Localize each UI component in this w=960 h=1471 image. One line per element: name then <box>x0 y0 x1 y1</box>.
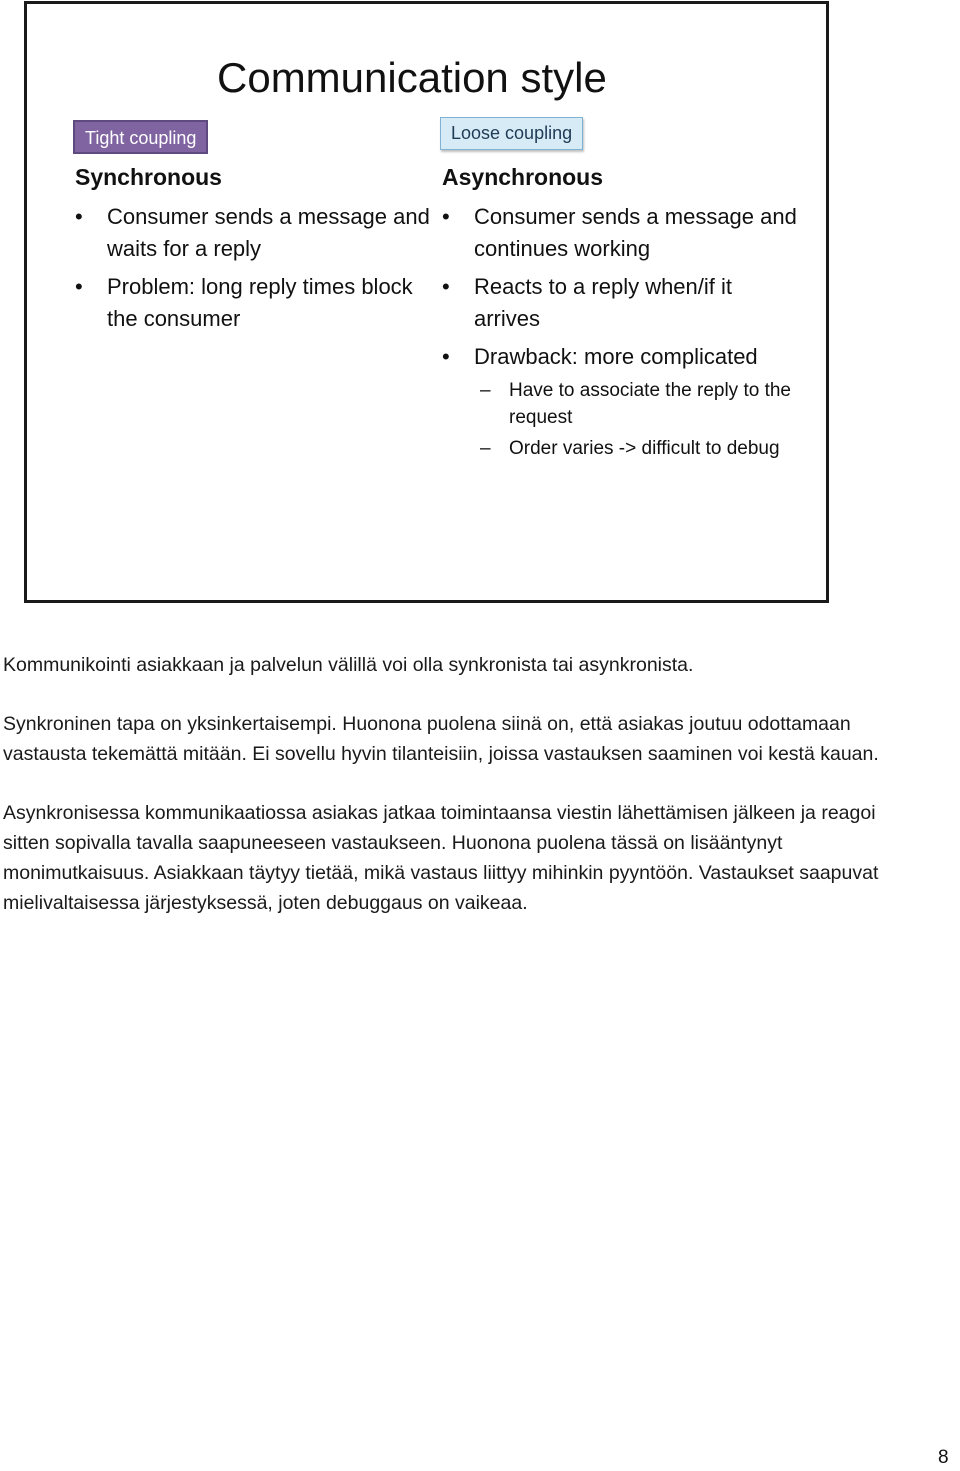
list-item <box>442 201 802 265</box>
synchronous-bullet-list <box>75 201 435 335</box>
asynchronous-bullet-list <box>442 201 802 373</box>
bullet-icon: • <box>442 204 450 229</box>
list-item <box>75 201 435 265</box>
synchronous-column <box>75 159 435 341</box>
bullet-icon: • <box>75 204 83 229</box>
asynchronous-column <box>442 159 802 466</box>
bullet-text: Consumer sends a message and waits for a reply <box>107 204 430 261</box>
slide-title: Communication style <box>217 54 607 101</box>
speaker-notes <box>3 650 883 947</box>
bullet-icon: • <box>442 344 450 369</box>
bullet-text: Consumer sends a message and continues working <box>474 204 797 261</box>
list-item <box>442 435 802 462</box>
slide-frame <box>24 1 829 603</box>
asynchronous-heading: Asynchronous <box>442 164 604 190</box>
drawback-sub-list <box>442 377 802 462</box>
notes-paragraph: Synkroninen tapa on yksinkertaisempi. Huonona puolena siinä on, että asiakas joutuu odottamaan vastausta tekemättä mitään. Ei sovellu hyvin tilanteisiin, joissa vastauksen saaminen voi kestä kauan. <box>3 713 879 765</box>
list-item <box>442 377 802 431</box>
notes-paragraph: Kommunikointi asiakkaan ja palvelun välillä voi olla synkronista tai asynkronista. <box>3 654 694 676</box>
tight-coupling-badge: Tight coupling <box>73 120 208 154</box>
list-item <box>442 341 802 373</box>
list-item <box>75 271 435 335</box>
bullet-text: Problem: long reply times block the consumer <box>107 274 413 331</box>
page-number: 8 <box>938 1447 949 1468</box>
list-item <box>442 271 802 335</box>
bullet-icon: • <box>442 274 450 299</box>
synchronous-heading: Synchronous <box>75 164 222 190</box>
bullet-text: Drawback: more complicated <box>474 344 758 369</box>
bullet-icon: • <box>75 274 83 299</box>
dash-icon: – <box>480 438 491 459</box>
dash-icon: – <box>480 380 491 401</box>
bullet-text: Reacts to a reply when/if it arrives <box>474 274 733 331</box>
sub-bullet-text: Order varies -> difficult to debug <box>509 438 780 459</box>
loose-coupling-badge: Loose coupling <box>440 117 583 150</box>
sub-bullet-text: Have to associate the reply to the request <box>509 380 791 428</box>
notes-paragraph: Asynkronisessa kommunikaatiossa asiakas jatkaa toimintaansa viestin lähettämisen jälkeen ja reagoi sitten sopivalla tavalla saapuneeseen vastaukseen. Huonona puolena tässä on lisääntynyt monimutkaisuus. Asiakkaan täytyy tietää, mikä vastaus liittyy mihinkin pyyntöön. Vastaukset saapuvat mielivaltaisessa järjestyksessä, joten debuggaus on vaikeaa. <box>3 802 879 914</box>
